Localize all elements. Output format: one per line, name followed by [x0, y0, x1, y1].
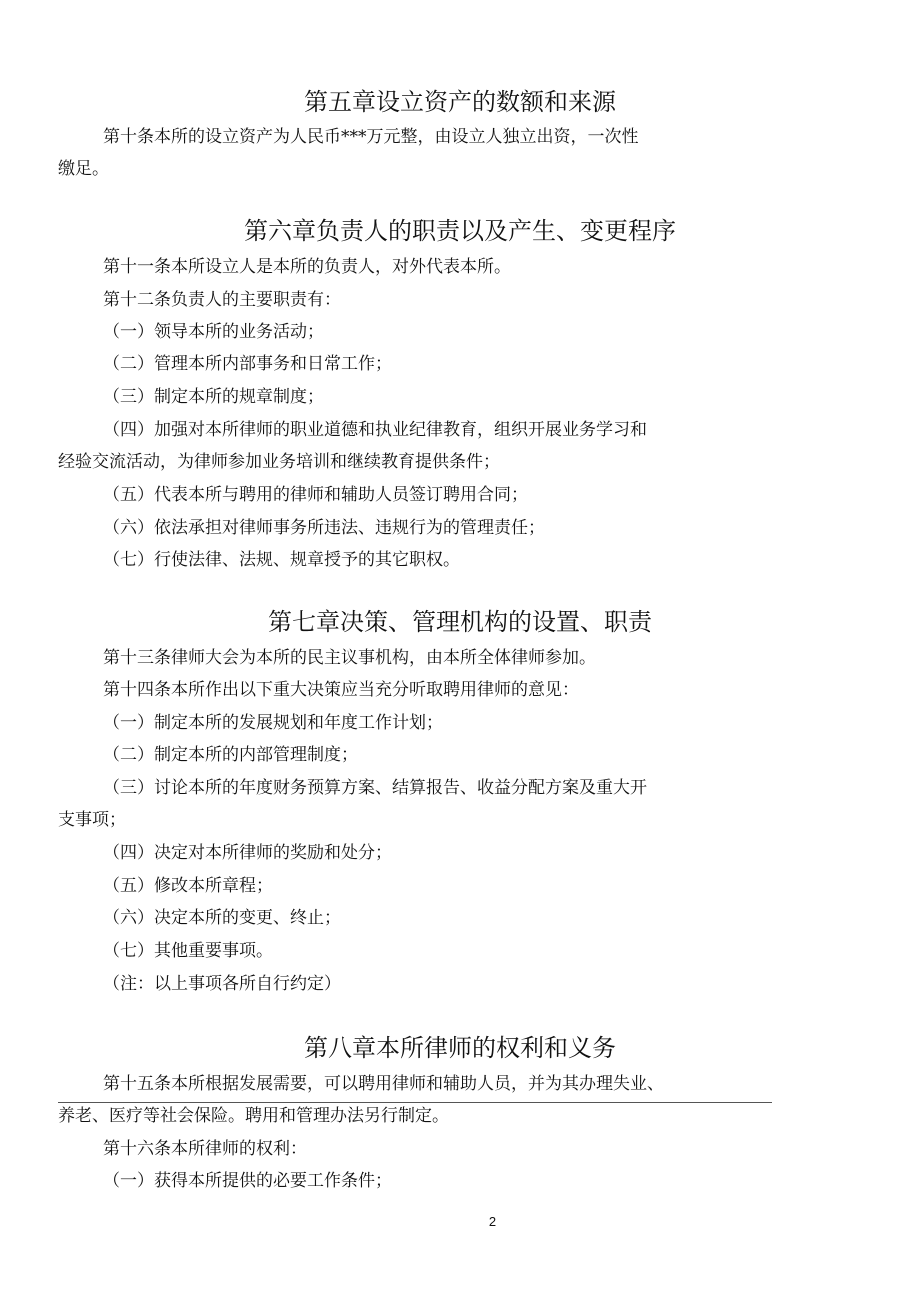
- article-12: 第十二条负责人的主要职责有：: [103, 290, 341, 310]
- chapter-7-note: （注：以上事项各所自行约定）: [103, 974, 341, 994]
- article-10-line-1: 第十条本所的设立资产为人民币***万元整，由设立人独立出资，一次性: [103, 127, 639, 147]
- chapter-6-heading: 第六章负责人的职责以及产生、变更程序: [244, 217, 676, 245]
- page-number: 2: [488, 1214, 497, 1229]
- article-13: 第十三条律师大会为本所的民主议事机构，由本所全体律师参加。: [103, 648, 596, 668]
- article-14-item-3-line-2: 支事项；: [58, 810, 126, 830]
- chapter-7-heading: 第七章决策、管理机构的设置、职责: [268, 608, 652, 636]
- article-14-item-3-line-1: （三）讨论本所的年度财务预算方案、结算报告、收益分配方案及重大开: [103, 778, 647, 798]
- article-12-item-2: （二）管理本所内部事务和日常工作；: [103, 354, 392, 374]
- article-14-item-5: （五）修改本所章程；: [103, 876, 273, 896]
- article-12-item-6: （六）依法承担对律师事务所违法、违规行为的管理责任；: [103, 518, 545, 538]
- article-14-item-7: （七）其他重要事项。: [103, 941, 273, 961]
- article-10-line-2: 缴足。: [58, 159, 109, 179]
- article-12-item-7: （七）行使法律、法规、规章授予的其它职权。: [103, 550, 460, 570]
- article-14-item-6: （六）决定本所的变更、终止；: [103, 908, 341, 928]
- article-15-line-2: 养老、医疗等社会保险。聘用和管理办法另行制定。: [58, 1106, 449, 1126]
- article-15-line-1: 第十五条本所根据发展需要，可以聘用律师和辅助人员，并为其办理失业、: [103, 1074, 664, 1094]
- article-11: 第十一条本所设立人是本所的负责人，对外代表本所。: [103, 257, 511, 277]
- article-14-item-2: （二）制定本所的内部管理制度；: [103, 745, 358, 765]
- article-16-item-1: （一）获得本所提供的必要工作条件；: [103, 1171, 392, 1191]
- chapter-8-heading: 第八章本所律师的权利和义务: [304, 1034, 616, 1062]
- article-12-item-1: （一）领导本所的业务活动；: [103, 322, 324, 342]
- article-16: 第十六条本所律师的权利：: [103, 1139, 307, 1159]
- horizontal-rule: [58, 1102, 772, 1103]
- chapter-5-heading: 第五章设立资产的数额和来源: [304, 88, 616, 116]
- article-14-item-4: （四）决定对本所律师的奖励和处分；: [103, 843, 392, 863]
- article-12-item-3: （三）制定本所的规章制度；: [103, 387, 324, 407]
- article-14-item-1: （一）制定本所的发展规划和年度工作计划；: [103, 713, 443, 733]
- article-12-item-4-line-1: （四）加强对本所律师的职业道德和执业纪律教育，组织开展业务学习和: [103, 420, 647, 440]
- article-14: 第十四条本所作出以下重大决策应当充分听取聘用律师的意见：: [103, 680, 579, 700]
- article-12-item-5: （五）代表本所与聘用的律师和辅助人员签订聘用合同；: [103, 485, 528, 505]
- article-12-item-4-line-2: 经验交流活动，为律师参加业务培训和继续教育提供条件；: [58, 452, 500, 472]
